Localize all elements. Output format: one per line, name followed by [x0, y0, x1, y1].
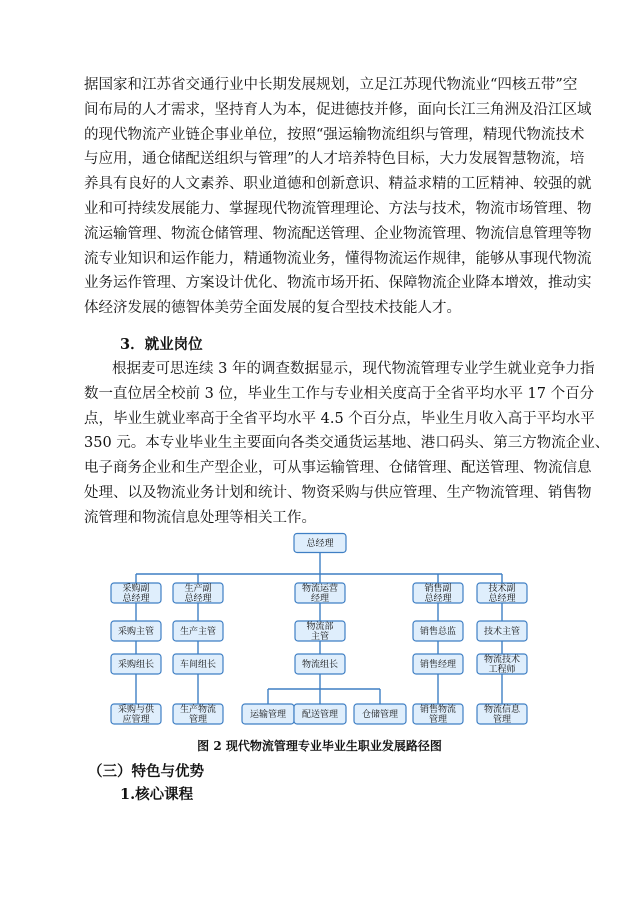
org-node-label: 采购副 — [122, 584, 150, 595]
org-node-root — [294, 534, 346, 553]
org-node — [295, 620, 345, 642]
org-node-label: 采购组长 — [117, 660, 155, 671]
org-node-label: 管理 — [428, 715, 448, 726]
text-line: 养具有良好的人文素养、职业道德和创新意识、精益求精的工匠精神、较强的就 — [84, 176, 592, 193]
org-node-label: 物流运营 — [301, 584, 339, 595]
org-node — [173, 621, 223, 641]
org-node-label: 销售总监 — [419, 627, 457, 638]
text-line: 350 元。本专业毕业生主要面向各类交通货运基地、港口码头、第三方物流企业、 — [84, 435, 610, 452]
org-node-label: 销售物流 — [419, 705, 457, 716]
org-node-label: 技术副 — [488, 584, 516, 595]
text-line: 业和可持续发展能力、掌握现代物流管理理论、方法与技术，物流市场管理、物 — [84, 200, 592, 217]
org-node-label: 管理 — [492, 715, 512, 726]
text-line: 电子商务企业和生产型企业，可从事运输管理、仓储管理、配送管理、物流信息 — [84, 460, 592, 477]
org-node — [111, 654, 161, 674]
text-line: 数一直位居全校前 3 位，毕业生工作与专业相关度高于全省平均水平 17 个百分 — [84, 385, 595, 402]
org-node — [111, 703, 161, 725]
org-node — [242, 704, 294, 724]
org-node-label: 生产物流 — [179, 705, 217, 716]
org-node-label: 总经理 — [306, 539, 334, 550]
org-node — [477, 653, 527, 675]
text-line: 的现代物流产业链企事业单位，按照“强运输物流组织与管理，精现代物流技术 — [84, 126, 585, 143]
org-node — [111, 621, 161, 641]
org-node — [173, 703, 223, 725]
org-node-label: 采购与供 — [117, 705, 155, 716]
org-node-label: 技术主管 — [483, 627, 521, 638]
org-node-label: 主管 — [310, 632, 330, 643]
org-node-label: 管理 — [188, 715, 208, 726]
org-node — [477, 703, 527, 725]
org-node-label: 销售副 — [424, 584, 452, 595]
org-node-label: 物流信息 — [483, 705, 521, 716]
heading-employment: 3．就业岗位 — [120, 336, 203, 353]
org-node — [477, 582, 527, 604]
org-node — [354, 704, 406, 724]
org-node — [477, 621, 527, 641]
text-line: 点，毕业生就业率高于全省平均水平 4.5 个百分点，毕业生月收入高于平均水平 — [84, 410, 595, 427]
org-node-label: 仓储管理 — [361, 710, 399, 721]
org-node-label: 总经理 — [184, 594, 212, 605]
text-line: 业务运作管理、方案设计优化、物流市场开拓、保障物流企业降本增效，推动实 — [84, 275, 592, 292]
text-line: 间布局的人才需求，坚持育人为本，促进德技并修，面向长江三角洲及沿江区域 — [84, 101, 592, 118]
org-node — [413, 582, 463, 604]
section-heading-features: （三）特色与优势 — [88, 763, 204, 780]
org-node-label: 物流技术 — [483, 655, 521, 666]
org-node-label: 物流部 — [306, 622, 334, 633]
org-node — [295, 582, 345, 604]
text-line: 体经济发展的德智体美劳全面发展的复合型技术技能人才。 — [84, 300, 461, 317]
text-line: 根据麦可思连续 3 年的调查数据显示，现代物流管理专业学生就业竞争力指 — [112, 361, 595, 377]
org-node — [111, 582, 161, 604]
org-node — [173, 582, 223, 604]
org-node — [295, 654, 345, 674]
org-node-label: 工程师 — [488, 665, 516, 676]
subsection-heading-core-courses: 1.核心课程 — [120, 786, 194, 803]
org-node-label: 配送管理 — [301, 710, 339, 721]
org-node-label: 应管理 — [122, 715, 150, 726]
org-node — [173, 654, 223, 674]
text-line: 流专业知识和运作能力，精通物流业务，懂得物流运作规律，能够从事现代物流 — [84, 250, 592, 267]
org-node — [413, 703, 463, 725]
org-node — [413, 621, 463, 641]
org-node — [413, 654, 463, 674]
org-node-label: 总经理 — [122, 594, 150, 605]
figure-caption: 图 2 现代物流管理专业毕业生职业发展路径图 — [197, 739, 442, 753]
org-node-label: 总经理 — [424, 594, 452, 605]
org-node-label: 生产副 — [184, 584, 212, 595]
org-node — [294, 704, 346, 724]
text-line: 流管理和物流信息处理等相关工作。 — [84, 509, 316, 526]
text-line: 据国家和江苏省交通行业中长期发展规划，立足江苏现代物流业“四核五带”空 — [84, 77, 578, 93]
org-node-label: 车间组长 — [179, 660, 217, 671]
org-node-label: 生产主管 — [179, 627, 217, 638]
text-line: 与应用，通仓储配送组织与管理”的人才培养特色目标，大力发展智慧物流，培 — [84, 151, 585, 168]
org-node-label: 物流组长 — [301, 660, 339, 671]
org-node-label: 经理 — [310, 594, 330, 605]
org-node-label: 采购主管 — [117, 627, 155, 638]
org-node-label: 运输管理 — [249, 710, 287, 721]
org-node-label: 销售经理 — [419, 660, 457, 671]
text-line: 处理、以及物流业务计划和统计、物资采购与供应管理、生产物流管理、销售物 — [84, 484, 592, 501]
org-node-label: 总经理 — [488, 594, 516, 605]
text-line: 流运输管理、物流仓储管理、物流配送管理、企业物流管理、物流信息管理等物 — [84, 225, 592, 242]
